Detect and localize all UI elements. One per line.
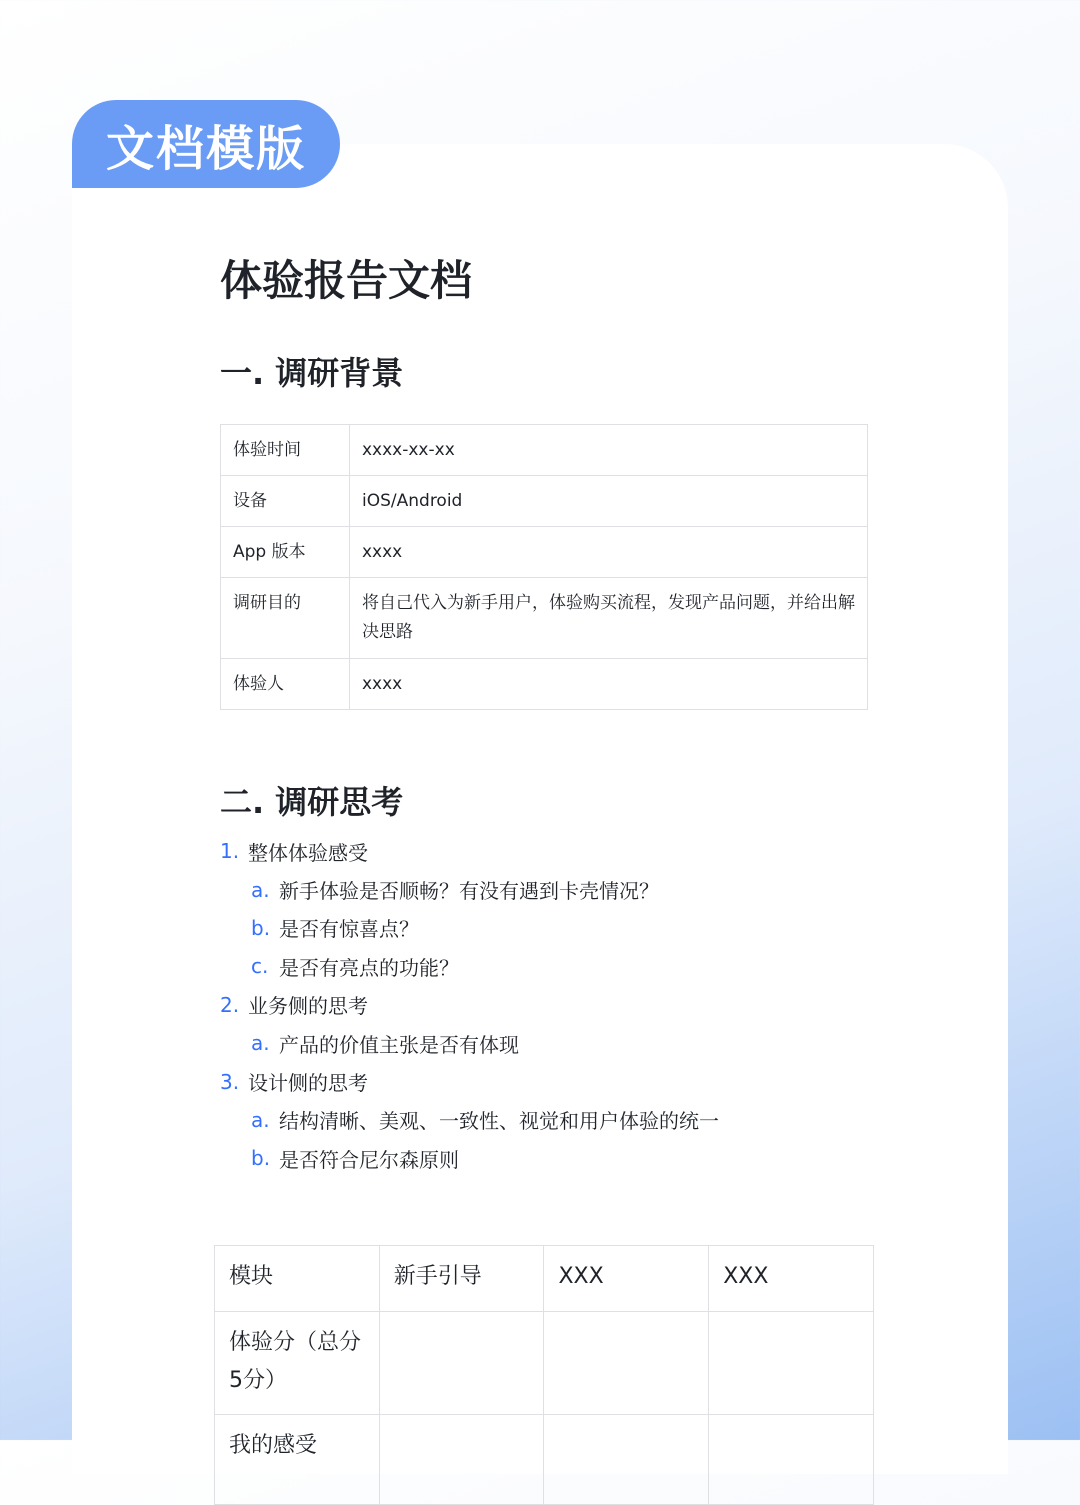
list-text: 业务侧的思考: [248, 994, 368, 1019]
table-row: [215, 1246, 874, 1312]
list-text: 产品的价值主张是否有体现: [279, 1032, 519, 1057]
list-number: 3.: [220, 1069, 240, 1094]
table-cell: 我的感受: [215, 1415, 380, 1505]
table-cell: [709, 1415, 874, 1505]
score-table: [214, 1245, 874, 1505]
list-text: 结构清晰、美观、一致性、视觉和用户体验的统一: [279, 1109, 719, 1134]
table-row: [221, 659, 868, 710]
table-key-cell: App 版本: [221, 527, 350, 578]
section-title-background: 一. 调研背景: [220, 354, 404, 392]
table-value-cell: iOS/Android: [350, 476, 868, 527]
table-row: [221, 578, 868, 659]
list-number: c.: [251, 954, 269, 979]
list-text: 是否符合尼尔森原则: [279, 1147, 459, 1172]
table-row: [221, 425, 868, 476]
table-cell: [544, 1312, 709, 1415]
list-item: [220, 1101, 900, 1139]
list-text: 新手体验是否顺畅？有没有遇到卡壳情况？: [279, 879, 659, 904]
table-value-cell: 将自己代入为新手用户，体验购买流程，发现产品问题，并给出解决思路: [350, 578, 868, 659]
background-table: [220, 424, 868, 710]
table-cell: 体验分（总分5分）: [215, 1312, 380, 1415]
table-value-cell: xxxx-xx-xx: [350, 425, 868, 476]
list-item: [220, 832, 900, 870]
list-number: b.: [251, 915, 271, 940]
thinking-list: [220, 832, 900, 1178]
list-item: [220, 986, 900, 1024]
document-card: [72, 144, 1008, 1474]
list-number: a.: [251, 1107, 270, 1132]
table-row: [215, 1415, 874, 1505]
list-text: 设计侧的思考: [248, 1071, 368, 1096]
table-key-cell: 体验人: [221, 659, 350, 710]
list-item: [220, 909, 900, 947]
table-key-cell: 设备: [221, 476, 350, 527]
list-number: a.: [251, 877, 270, 902]
list-item: [220, 947, 900, 985]
document-title: 体验报告文档: [220, 256, 473, 305]
table-key-cell: 体验时间: [221, 425, 350, 476]
list-number: 2.: [220, 992, 240, 1017]
list-text: 是否有惊喜点？: [279, 917, 419, 942]
list-item: [220, 870, 900, 908]
table-value-cell: xxxx: [350, 659, 868, 710]
table-key-cell: 调研目的: [221, 578, 350, 659]
table-row: [215, 1312, 874, 1415]
section-title-thinking: 二. 调研思考: [220, 783, 404, 821]
list-item: [220, 1024, 900, 1062]
table-header-cell: 模块: [215, 1246, 380, 1312]
list-number: 1.: [220, 839, 240, 864]
list-text: 是否有亮点的功能？: [279, 955, 459, 980]
table-row: [221, 476, 868, 527]
template-badge: 文档模版: [72, 100, 340, 188]
table-row: [221, 527, 868, 578]
list-item: [220, 1139, 900, 1177]
list-text: 整体体验感受: [248, 840, 368, 865]
table-header-cell: XXX: [544, 1246, 709, 1312]
table-cell: [709, 1312, 874, 1415]
table-value-cell: xxxx: [350, 527, 868, 578]
table-cell: [379, 1415, 544, 1505]
list-number: b.: [251, 1146, 271, 1171]
table-header-cell: XXX: [709, 1246, 874, 1312]
table-cell: [379, 1312, 544, 1415]
list-number: a.: [251, 1031, 270, 1056]
table-cell: [544, 1415, 709, 1505]
table-header-cell: 新手引导: [379, 1246, 544, 1312]
list-item: [220, 1062, 900, 1100]
